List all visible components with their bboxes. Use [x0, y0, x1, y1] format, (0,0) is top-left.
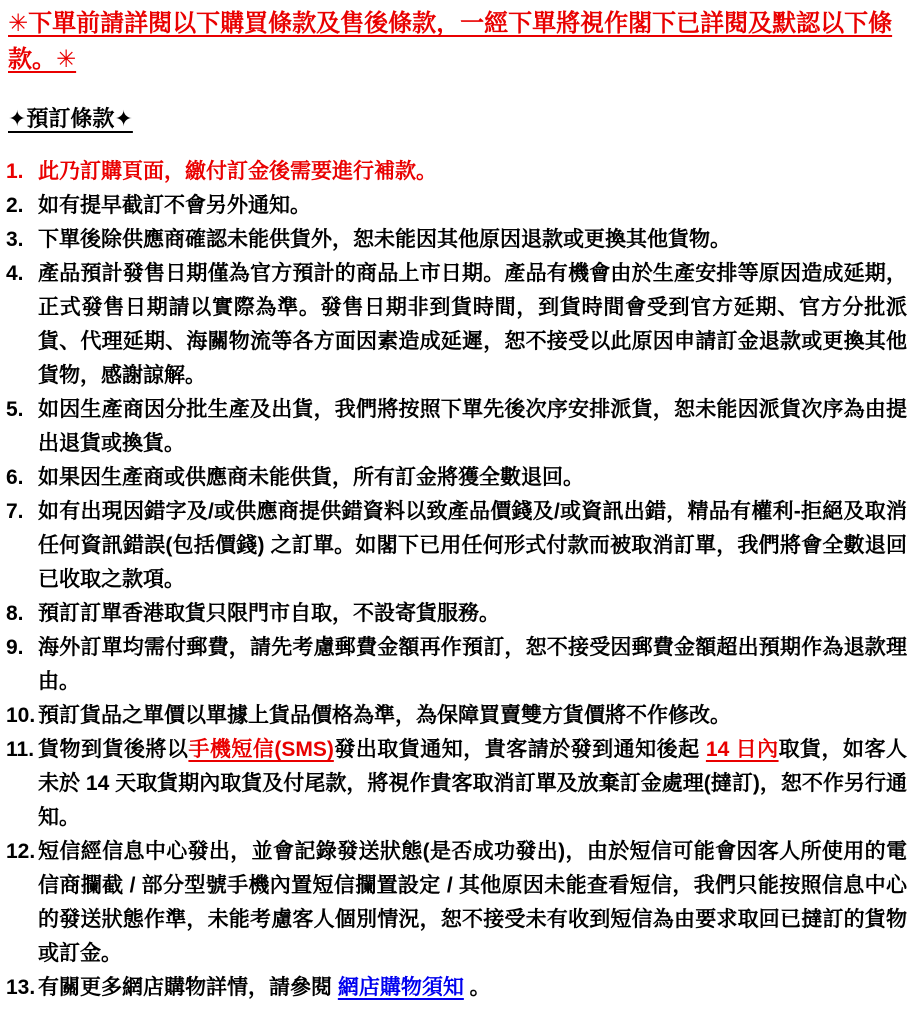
- term-text: [38, 699, 907, 733]
- term-item: [6, 699, 907, 733]
- term-text-segment: 貨物到貨後將以: [38, 738, 189, 761]
- term-item: [6, 835, 907, 971]
- term-number: 13.: [6, 976, 36, 999]
- term-text: [38, 461, 907, 495]
- term-item: [6, 631, 907, 699]
- term-text-segment: 如有提早截訂不會另外通知。: [38, 194, 311, 217]
- terms-list: [6, 155, 907, 1005]
- term-item: [6, 461, 907, 495]
- term-text: [38, 597, 907, 631]
- term-text-segment: 如因生產商因分批生產及出貨，我們將按照下單先後次序安排派貨，恕未能因派貨次序為由提出退貨或換貨。: [38, 398, 907, 455]
- term-text-segment: 預訂貨品之單價以單據上貨品價格為準，為保障買賣雙方貨價將不作修改。: [38, 704, 731, 727]
- term-text: [38, 971, 907, 1005]
- term-text-segment: 。: [463, 976, 491, 999]
- term-text-segment: 短信經信息中心發出，並會記錄發送狀態(是否成功發出)，由於短信可能會因客人所使用的電信商攔截 / 部分型號手機內置短信攔置設定 / 其他原因未能查看短信，我們只能按照信息中心的發送狀態作準，未能考慮客人個別情況，恕不接受未有收到短信為由要求取回已撻訂的貨物或訂金。: [38, 840, 907, 965]
- term-text: [38, 631, 907, 699]
- term-item: [6, 495, 907, 597]
- term-item: [6, 189, 907, 223]
- term-number: 2.: [6, 194, 24, 217]
- term-number: 5.: [6, 398, 24, 421]
- term-text-segment: 如有出現因錯字及/或供應商提供錯資料以致產品價錢及/或資訊出錯，精品有權利-拒絕及取消任何資訊錯誤(包括價錢) 之訂單。如閣下已用任何形式付款而被取消訂單，我們將會全數退回已收取之款項。: [38, 500, 907, 591]
- term-number: 9.: [6, 636, 24, 659]
- term-text-segment: 有關更多網店購物詳情，請參閱: [38, 976, 338, 999]
- term-text: [38, 189, 907, 223]
- term-text-segment: 如果因生產商或供應商未能供貨，所有訂金將獲全數退回。: [38, 466, 584, 489]
- highlighted-term-text: 手機短信(SMS): [188, 738, 334, 761]
- term-text: [38, 495, 907, 597]
- term-text: [38, 835, 907, 971]
- term-number: 12.: [6, 840, 36, 863]
- term-text-segment: 下單後除供應商確認未能供貨外，恕未能因其他原因退款或更換其他貨物。: [38, 228, 731, 251]
- term-number: 3.: [6, 228, 24, 251]
- term-item: [6, 257, 907, 393]
- term-number: 4.: [6, 262, 24, 285]
- term-number: 1.: [6, 160, 24, 183]
- store-shopping-notice-link[interactable]: 網店購物須知: [337, 976, 464, 999]
- term-number: 8.: [6, 602, 24, 625]
- term-item: [6, 733, 907, 835]
- term-text-segment: 此乃訂購頁面，繳付訂金後需要進行補款。: [38, 160, 437, 183]
- highlighted-term-text: 14 日內: [705, 738, 779, 761]
- term-item: [6, 393, 907, 461]
- term-item: [6, 597, 907, 631]
- term-text: [38, 155, 907, 189]
- term-text-segment: 預訂訂單香港取貨只限門市自取，不設寄貨服務。: [38, 602, 500, 625]
- term-text: [38, 733, 907, 835]
- term-item: [6, 971, 907, 1005]
- pre-order-warning-header: ✳下單前請詳閱以下購買條款及售後條款，一經下單將視作閣下已詳閱及默認以下條款。✳: [8, 10, 893, 73]
- section-title: ✦預訂條款✦: [8, 106, 133, 131]
- term-text-segment: 取貨，如客人未於 14 天取貨期內取貨及付尾款，將視作貴客取消訂單及放棄訂金處理(撻訂)，恕不作另行通知。: [38, 738, 907, 829]
- term-number: 7.: [6, 500, 24, 523]
- term-item: [6, 155, 907, 189]
- term-text: [38, 223, 907, 257]
- term-text-segment: 產品預計發售日期僅為官方預計的商品上市日期。產品有機會由於生產安排等原因造成延期，正式發售日期請以實際為準。發售日期非到貨時間，到貨時間會受到官方延期、官方分批派貨、代理延期、海關物流等各方面因素造成延遲，恕不接受以此原因申請訂金退款或更換其他貨物，感謝諒解。: [38, 262, 907, 387]
- term-text-segment: 發出取貨通知，貴客請於發到通知後起: [333, 738, 706, 761]
- term-number: 6.: [6, 466, 24, 489]
- term-item: [6, 223, 907, 257]
- term-text: [38, 257, 907, 393]
- term-text: [38, 393, 907, 461]
- term-number: 11.: [6, 738, 35, 761]
- term-number: 10.: [6, 704, 36, 727]
- term-text-segment: 海外訂單均需付郵費，請先考慮郵費金額再作預訂，恕不接受因郵費金額超出預期作為退款理由。: [38, 636, 907, 693]
